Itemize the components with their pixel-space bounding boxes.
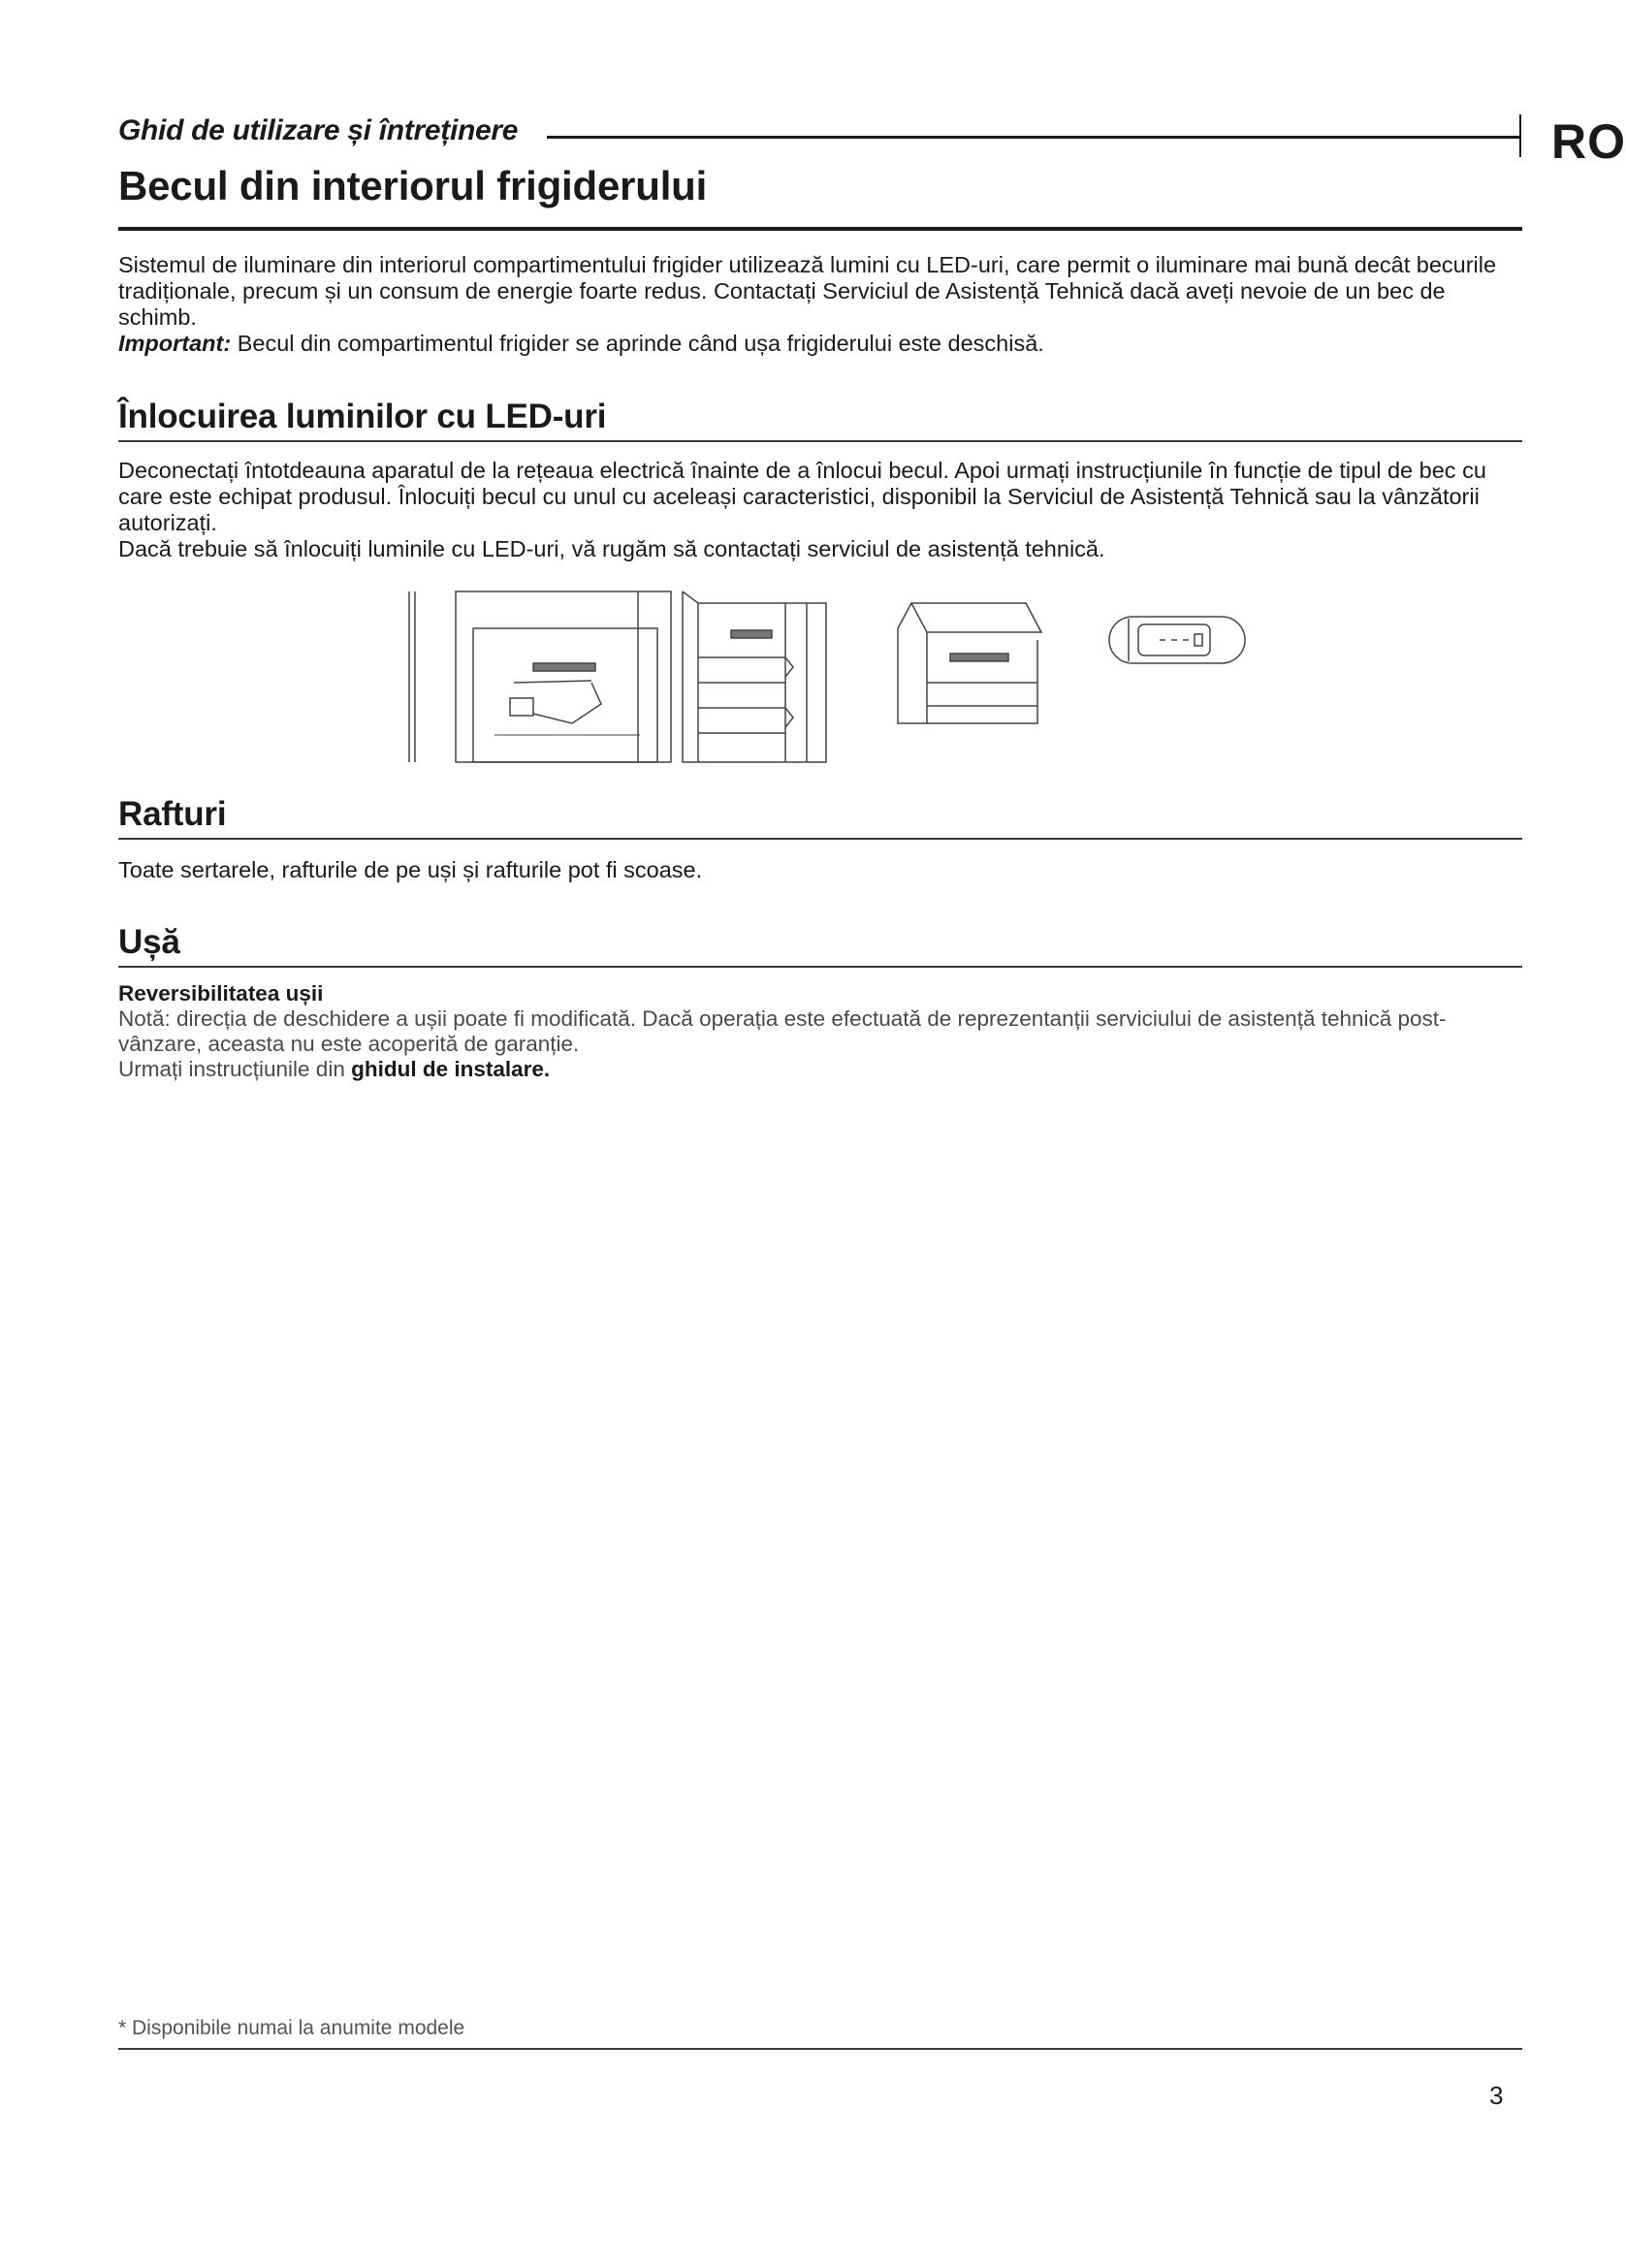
footnote: * Disponibile numai la anumite modele <box>118 2017 465 2039</box>
door-follow-text: Urmați instrucțiunile din <box>118 1057 352 1081</box>
led-paragraph-1: Deconectați întotdeauna aparatul de la rețeaua electrică înainte de a înlocui becul. Apoi urmați instrucțiunile în funcție de tipul de bec cu care este echipat produsul. Înlocuiți becul cu unul cu aceleași caracteristici, disponibil la Serviciul de Asistență Tehnică sau la vânzătorii autorizați. <box>118 458 1486 535</box>
led-illustrations <box>398 590 1251 764</box>
installation-guide-reference: ghidul de instalare. <box>351 1057 551 1081</box>
header-rule <box>547 136 1520 139</box>
door-note: Notă: direcția de deschidere a ușii poate fi modificată. Dacă operația este efectuată de reprezentanții serviciului de asistență tehnică post-vânzare, aceasta nu este acoperită de garanție. <box>118 1006 1447 1056</box>
document-subtitle: Ghid de utilizare și întreținere <box>118 114 519 146</box>
title-rule <box>118 227 1522 231</box>
shelves-section-body <box>118 857 1522 883</box>
door-follow-instructions <box>118 1057 1522 1082</box>
led-module-illustration <box>1105 590 1251 677</box>
intro-paragraph: Sistemul de iluminare din interiorul compartimentului frigider utilizează lumini cu LED-uri, care permit o iluminare mai bună decât becurile tradiționale, precum și un consum de energie foarte redus. Contactați Serviciul de Asistență Tehnică dacă aveți nevoie de un bec de schimb. <box>118 252 1497 330</box>
door-section-heading: Ușă <box>118 923 180 961</box>
shelves-section-heading: Rafturi <box>118 795 227 833</box>
footer-rule <box>118 2048 1522 2050</box>
led-paragraph-2: Dacă trebuie să înlocuiți luminile cu LED-uri, vă rugăm să contactați serviciul de asistență tehnică. <box>118 536 1105 561</box>
intro-block <box>118 252 1522 357</box>
important-note <box>118 331 1522 357</box>
shelves-section-rule <box>118 838 1522 840</box>
language-code: RO <box>1551 114 1626 169</box>
important-label: Important: <box>118 331 232 356</box>
page-number: 3 <box>1489 2081 1504 2110</box>
door-section-rule <box>118 966 1522 968</box>
fridge-light-illustration-1 <box>398 590 669 764</box>
fridge-light-illustration-2 <box>679 590 834 764</box>
page-title: Becul din interiorul frigiderului <box>118 163 708 208</box>
fridge-light-illustration-3 <box>892 590 1047 725</box>
door-section-body <box>118 981 1522 1082</box>
important-text: Becul din compartimentul frigider se aprinde când ușa frigiderului este deschisă. <box>231 331 1044 356</box>
led-section-heading: Înlocuirea luminilor cu LED-uri <box>118 398 607 435</box>
led-section-rule <box>118 440 1522 442</box>
door-subheading: Reversibilitatea ușii <box>118 981 324 1006</box>
shelves-paragraph: Toate sertarele, rafturile de pe uși și rafturile pot fi scoase. <box>118 857 703 882</box>
led-section-body <box>118 458 1522 562</box>
header-rule-tick <box>1519 114 1521 157</box>
document-header <box>118 114 1626 169</box>
